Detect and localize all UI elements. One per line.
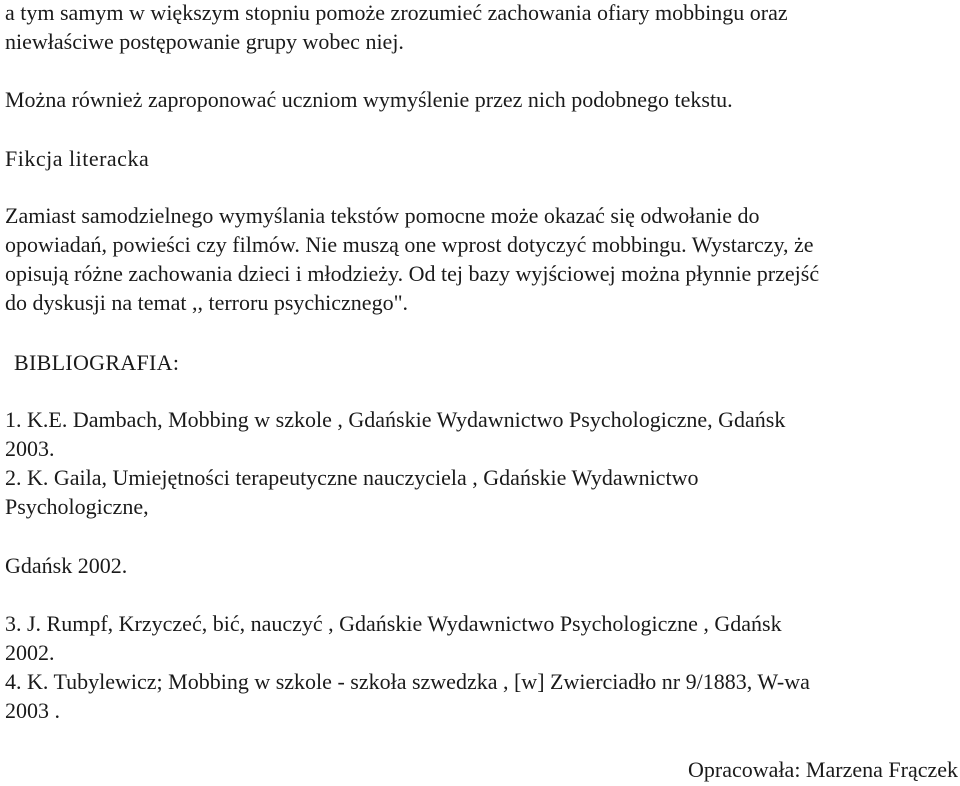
bibliography-heading: BIBLIOGRAFIA: [14, 350, 180, 375]
bibliography-line-3: 2. K. Gaila, Umiejętności terapeutyczne nauczyciela , Gdańskie Wydawnictwo [5, 465, 699, 490]
bibliography-line-4: Psychologiczne, [5, 494, 149, 519]
section-line-1: Zamiast samodzielnego wymyślania tekstów pomocne może okazać się odwołanie do [5, 203, 760, 228]
bibliography-line-1: 1. K.E. Dambach, Mobbing w szkole , Gdańskie Wydawnictwo Psychologiczne, Gdańsk [5, 407, 786, 432]
section-line-2: opowiadań, powieści czy filmów. Nie muszą one wprost dotyczyć mobbingu. Wystarczy, że [5, 232, 814, 257]
bibliography-line-9: 2003 . [5, 698, 60, 723]
bibliography-line-6: 3. J. Rumpf, Krzyczeć, bić, nauczyć , Gdańskie Wydawnictwo Psychologiczne , Gdańsk [5, 611, 782, 636]
bibliography-line-2: 2003. [5, 436, 55, 461]
bibliography-line-5: Gdańsk 2002. [5, 553, 128, 578]
section-line-3: opisują różne zachowania dzieci i młodzieży. Od tej bazy wyjściowej można płynnie przejść [5, 261, 820, 286]
author-signature: Opracowała: Marzena Frączek [688, 757, 958, 782]
section-line-4: do dyskusji na temat ,, terroru psychicznego". [5, 290, 409, 315]
intro-line-2: niewłaściwe postępowanie grupy wobec niej. [5, 29, 404, 54]
section-heading: Fikcja literacka [5, 146, 150, 171]
intro-line-1: a tym samym w większym stopniu pomoże zrozumieć zachowania ofiary mobbingu oraz [5, 0, 788, 25]
bibliography-line-8: 4. K. Tubylewicz; Mobbing w szkole - szkoła szwedzka , [w] Zwierciadło nr 9/1883, W-wa [5, 669, 810, 694]
bibliography-line-7: 2002. [5, 640, 55, 665]
suggestion-paragraph: Można również zaproponować uczniom wymyślenie przez nich podobnego tekstu. [5, 87, 733, 112]
